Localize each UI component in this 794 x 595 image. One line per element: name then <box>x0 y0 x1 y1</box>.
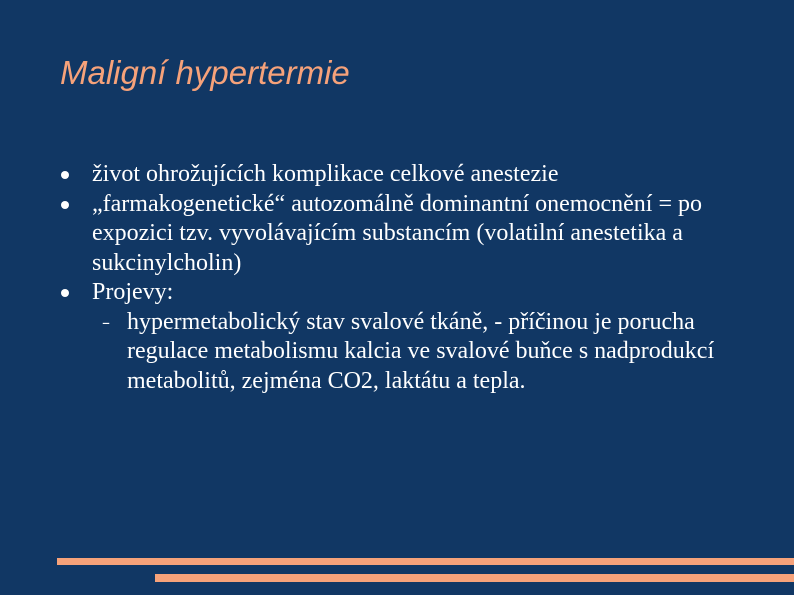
bullet-item <box>60 160 760 190</box>
sub-bullet-item <box>92 308 760 397</box>
bullet-text: Projevy: <box>92 279 174 305</box>
bullet-text: život ohrožujících komplikace celkové anestezie <box>92 161 559 187</box>
accent-bar-top <box>57 558 794 565</box>
bullet-item <box>60 278 760 396</box>
bullet-dot-icon <box>61 201 69 209</box>
slide-content <box>60 160 760 396</box>
bullet-text: „farmakogenetické“ autozomálně dominantní onemocnění = po expozici tzv. vyvolávajícím substancím (volatilní anestetika a sukcinylcholin) <box>92 190 702 276</box>
slide-title: Maligní hypertermie <box>60 54 350 91</box>
bullet-dot-icon <box>61 289 69 297</box>
sub-bullet-text: hypermetabolický stav svalové tkáně, - příčinou je porucha regulace metabolismu kalcia ve svalové buňce s nadprodukcí metabolitů, zejména CO2, laktátu a tepla. <box>127 308 715 394</box>
dash-icon: – <box>102 312 110 332</box>
bullet-dot-icon <box>61 171 69 179</box>
bullet-item <box>60 190 760 279</box>
accent-bar-bottom <box>155 574 794 582</box>
